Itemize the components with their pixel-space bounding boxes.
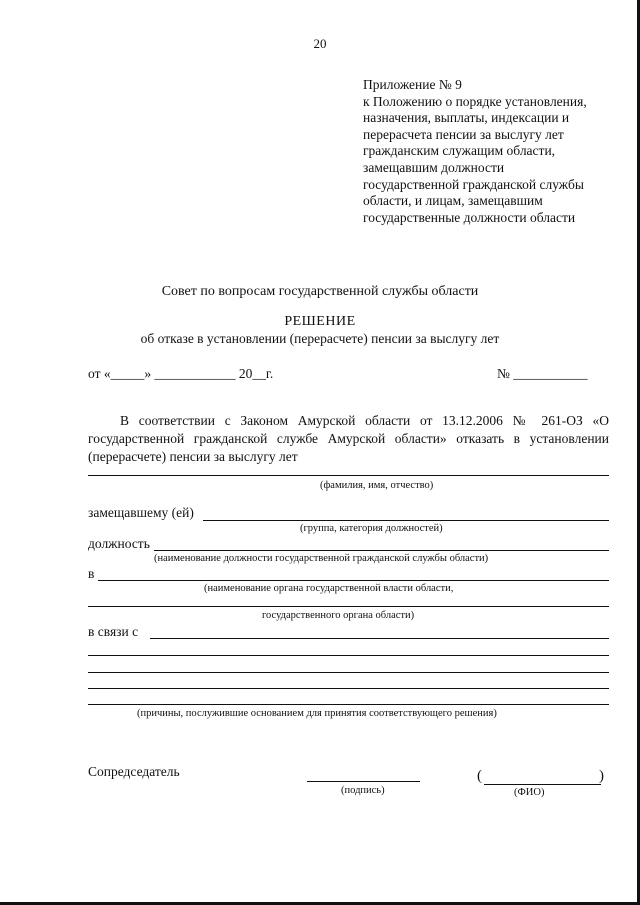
position-line <box>154 550 609 551</box>
signature-caption: (подпись) <box>341 785 385 796</box>
fio-line <box>88 475 609 476</box>
signature-line <box>307 781 420 782</box>
chair-fio-caption: (ФИО) <box>514 787 545 798</box>
organ-line-2 <box>88 606 609 607</box>
appendix-line: перерасчета пенсии за выслугу лет <box>363 126 564 142</box>
appendix-line: государственные должности области <box>363 209 576 225</box>
reason-line-2 <box>88 655 609 656</box>
reason-line-1 <box>150 638 609 639</box>
date-field: от «_____» ____________ 20__г. <box>88 366 274 381</box>
decision-title: РЕШЕНИЕ <box>284 314 356 329</box>
organ-line <box>98 580 609 581</box>
appendix-line: гражданским служащим области, <box>363 143 556 159</box>
body-paragraph <box>88 412 609 466</box>
group-caption: (группа, категория должностей) <box>300 523 443 534</box>
co-chair-label: Сопредседатель <box>88 764 180 779</box>
appendix-block <box>363 77 613 226</box>
reason-label: в связи с <box>88 624 139 639</box>
appendix-line: замещавшим должности <box>363 159 505 175</box>
organ-caption-2: государственного органа области) <box>262 610 415 621</box>
fio-caption: (фамилия, имя, отчество) <box>320 480 434 491</box>
fio-bracket-close: ) <box>599 768 604 784</box>
organ-caption-1: (наименование органа государственной власти области, <box>204 583 454 594</box>
appendix-line: области, и лицам, замещавшим <box>363 193 543 209</box>
reasons-caption: (причины, послужившие основанием для принятия соответствующего решения) <box>137 708 497 719</box>
appendix-line: государственной гражданской службы <box>363 176 584 192</box>
appendix-line: Приложение № 9 <box>363 77 462 92</box>
reason-line-4 <box>88 688 609 689</box>
appendix-line: к Положению о порядке установления, <box>363 93 587 109</box>
replaced-label: замещавшему (ей) <box>88 505 194 520</box>
page-number: 20 <box>313 36 327 51</box>
reason-line-3 <box>88 672 609 673</box>
position-label: должность <box>88 536 150 551</box>
appendix-line: назначения, выплаты, индексации и <box>363 110 570 126</box>
position-caption: (наименование должности государственной гражданской службы области) <box>154 553 489 564</box>
council-heading: Совет по вопросам государственной службы области <box>161 284 479 299</box>
body-text: В соответствии с Законом Амурской области от 13.12.2006 № 261-ОЗ «О государственной гражданской службе Амурской области» отказать в установлении (перерасчете) пенсии за выслугу лет <box>88 413 609 464</box>
in-label: в <box>88 566 95 581</box>
group-line <box>203 520 609 521</box>
number-field: № ___________ <box>497 366 588 381</box>
decision-subtitle: об отказе в установлении (перерасчете) пенсии за выслугу лет <box>140 331 500 346</box>
fio-bracket-open: ( <box>477 768 482 784</box>
chair-fio-line <box>484 784 601 785</box>
reason-line-5 <box>88 704 609 705</box>
